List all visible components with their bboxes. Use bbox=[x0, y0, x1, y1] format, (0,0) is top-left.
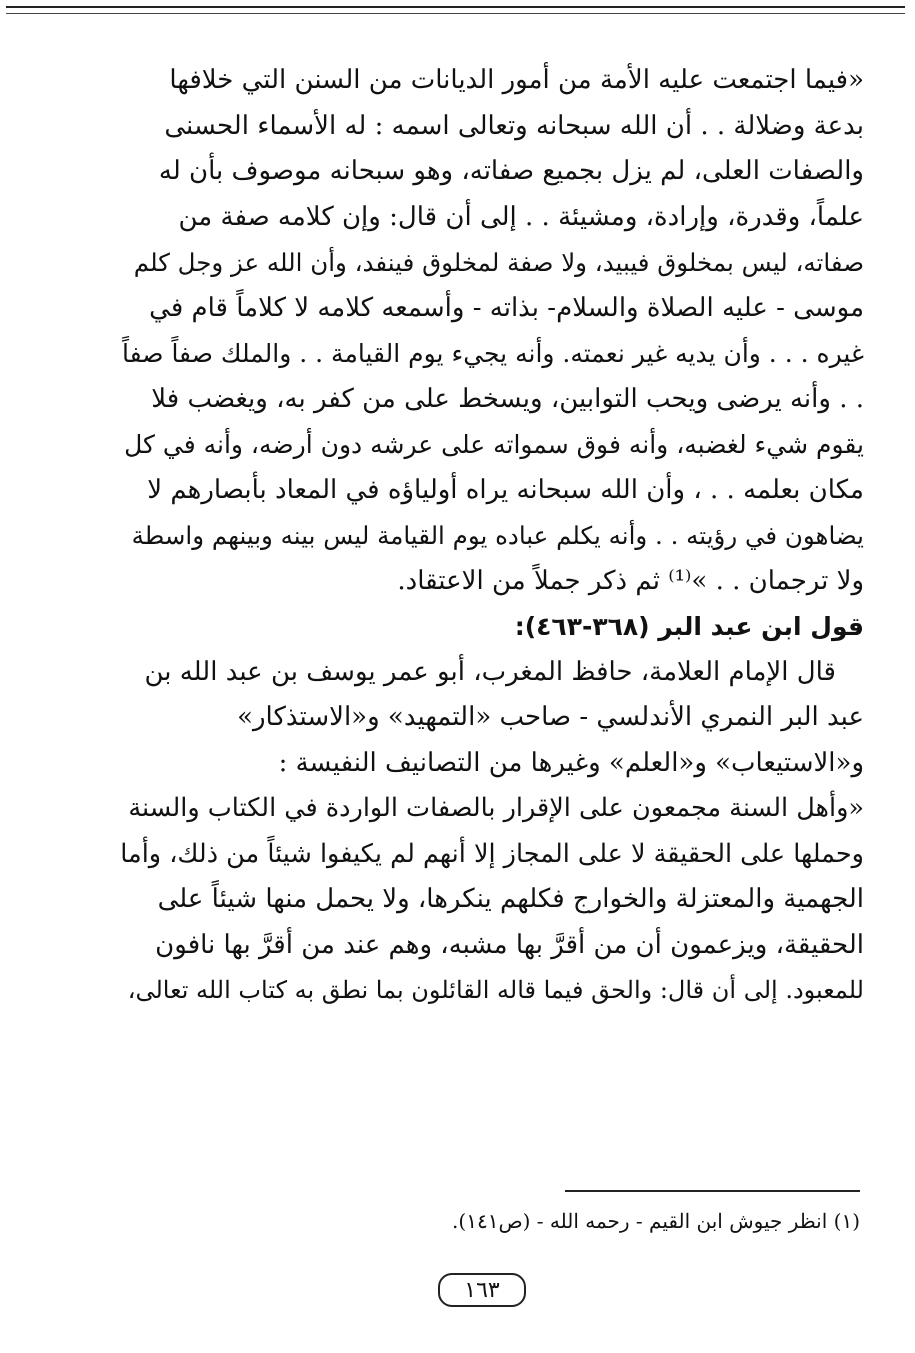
main-text bbox=[120, 58, 864, 1014]
text-line: قال الإمام العلامة، حافظ المغرب، أبو عمر يوسف بن عبد الله بن bbox=[144, 656, 836, 687]
page-number bbox=[438, 1273, 526, 1307]
header-rule-thin bbox=[6, 13, 905, 14]
text-line: علماً، وقدرة، وإرادة، ومشيئة . . إلى أن قال: وإن كلامه صفة من bbox=[178, 201, 864, 232]
footnote-separator bbox=[565, 1190, 860, 1192]
text-line: «فيما اجتمعت عليه الأمة من أمور الديانات من السنن التي خلافها bbox=[169, 65, 864, 95]
text-line: مكان بعلمه . . ، وأن الله سبحانه يراه أولياؤه في المعاد بأبصارهم لا bbox=[147, 474, 864, 505]
header-rule bbox=[6, 6, 905, 8]
text-line: بدعة وضلالة . . أن الله سبحانه وتعالى اسمه : له الأسماء الحسنى bbox=[164, 110, 864, 141]
text-line: صفاته، ليس بمخلوق فيبيد، ولا صفة لمخلوق فينفد، وأن الله عز وجل كلم bbox=[133, 248, 864, 277]
text-line: غيره . . . وأن يديه غير نعمته. وأنه يجيء يوم القيامة . . والملك صفاً صفاً bbox=[122, 339, 864, 368]
text-line: عبد البر النمري الأندلسي - صاحب «التمهيد» و«الاستذكار» bbox=[237, 702, 864, 732]
text-line: «وأهل السنة مجمعون على الإقرار بالصفات الواردة في الكتاب والسنة bbox=[128, 793, 864, 823]
text-line: وحملها على الحقيقة لا على المجاز إلا أنهم لم يكيفوا شيئاً من ذلك، وأما bbox=[120, 838, 864, 869]
text-line: و«الاستيعاب» و«العلم» وغيرها من التصانيف النفيسة : bbox=[278, 747, 864, 778]
page-number-label: ١٦٣ bbox=[464, 1277, 500, 1303]
text-line: الحقيقة، ويزعمون أن من أقرَّ بها مشبه، وهم عند من أقرَّ بها نافون bbox=[155, 929, 864, 960]
text-line: والصفات العلى، لم يزل بجميع صفاته، وهو سبحانه موصوف بأن له bbox=[158, 156, 864, 186]
text-line: يقوم شيء لغضبه، وأنه فوق سمواته على عرشه دون أرضه، وأنه في كل bbox=[124, 430, 864, 459]
text-line: الجهمية والمعتزلة والخوارج فكلهم ينكرها، ولا يحمل منها شيئاً على bbox=[157, 884, 864, 914]
text-line: ولا ترجمان . . »⁽¹⁾ ثم ذكر جملاً من الاعتقاد. bbox=[397, 565, 864, 596]
text-line: يضاهون في رؤيته . . وأنه يكلم عباده يوم القيامة ليس بينه وبينهم واسطة bbox=[131, 521, 864, 550]
text-line: للمعبود. إلى أن قال: والحق فيما قاله القائلون بما نطق به كتاب الله تعالى، bbox=[127, 976, 864, 1004]
section-heading: قول ابن عبد البر (٣٦٨-٤٦٣): bbox=[514, 612, 864, 641]
text-line: موسى - عليه الصلاة والسلام- بذاته - وأسمعه كلامه لا كلاماً قام في bbox=[149, 292, 864, 323]
footnote: (١) انظر جيوش ابن القيم - رحمه الله - (ص١٤١). bbox=[452, 1209, 860, 1233]
text-line: . . وأنه يرضى ويحب التوابين، ويسخط على من كفر به، ويغضب فلا bbox=[151, 383, 864, 414]
